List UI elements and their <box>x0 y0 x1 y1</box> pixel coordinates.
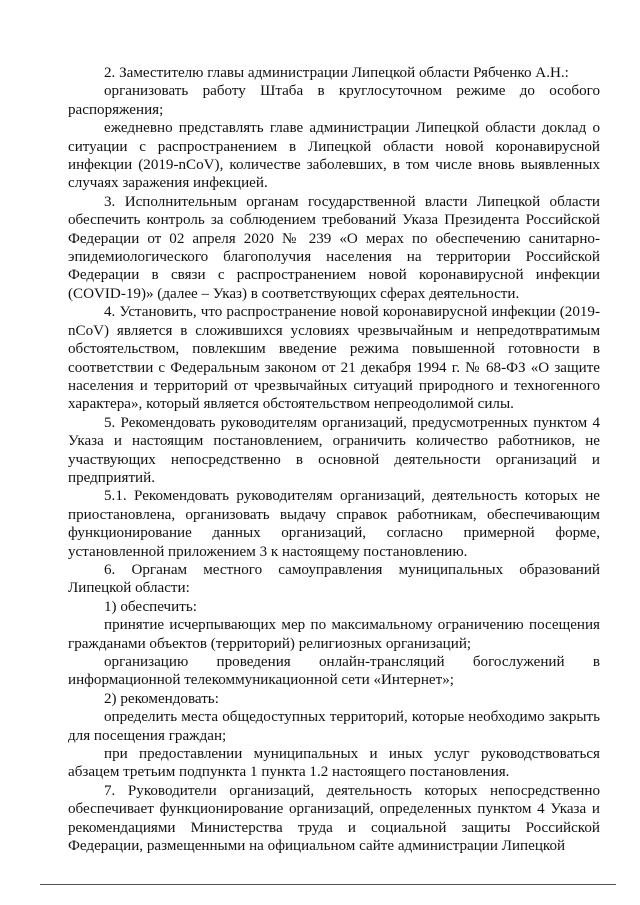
paragraph-subitem-1: 1) обеспечить: <box>104 598 197 615</box>
paragraph-online-broadcasts: организацию проведения онлайн-трансляций богослужений в информационной телекоммуникационной сети «Интернет»; <box>68 654 600 689</box>
paragraph-item-7: 7. Руководители организаций, деятельность которых непосредственно обеспечивает функционирование организаций, определенных пунктом 4 Указа и рекомендациями Министерства труда и социальной защиты Российской Федерации, размещенными на официальном сайте администрации Липецкой <box>68 782 600 855</box>
paragraph-item-4: 4. Установить, что распространение новой коронавирусной инфекции (2019-nCoV) является в сложившихся условиях чрезвычайным и непредотвратимым обстоятельством, повлекшим введение режима повышенной готовности в соответствии с Федеральным законом от 21 декабря 1994 г. № 68-ФЗ «О защите населения и территорий от чрезвычайных ситуаций природного и техногенного характера», который является обстоятельством непреодолимой силы. <box>68 304 600 413</box>
paragraph-item-6: 6. Органам местного самоуправления муниципальных образований Липецкой области: <box>68 561 600 597</box>
paragraph-close-territories: определить места общедоступных территорий, которые необходимо закрыть для посещения граждан; <box>68 709 600 744</box>
paragraph-subitem-2: 2) рекомендовать: <box>104 690 219 707</box>
paragraph-daily-report: ежедневно представлять главе администрации Липецкой области доклад о ситуации с распространением в Липецкой области новой коронавирусной инфекции (2019-nCoV), количестве заболевших, в том числе вновь выявленных случаях заражения инфекцией. <box>68 120 600 192</box>
paragraph-municipal-services: при предоставлении муниципальных и иных услуг руководствоваться абзацем третьим подпункта 1 пункта 1.2 настоящего постановления. <box>68 746 600 781</box>
paragraph-item-3: 3. Исполнительным органам государственной власти Липецкой области обеспечить контроль за соблюдением требований Указа Президента Российской Федерации от 02 апреля 2020 № 239 «О мерах по обеспечению санитарно-эпидемиологического благополучия населения на территории Российской Федерации в связи с распространением новой коронавирусной инфекции (COVID-19)» (далее – Указ) в соответствующих сферах деятельности. <box>68 193 600 302</box>
paragraph-item-2: 2. Заместителю главы администрации Липецкой области Рябченко А.Н.: <box>104 65 569 81</box>
paragraph-item-5: 5. Рекомендовать руководителям организаций, предусмотренных пунктом 4 Указа и настоящим постановлением, ограничить количество работников, не участвующих непосредственно в основной деятельности организаций и предприятий. <box>68 414 600 486</box>
paragraph-restrict-visits: принятие исчерпывающих мер по максимальному ограничению посещения гражданами объектов (территорий) религиозных организаций; <box>68 617 600 652</box>
page-bottom-rule <box>40 884 616 885</box>
paragraph-organize-hq: организовать работу Штаба в круглосуточном режиме до особого распоряжения; <box>68 83 600 118</box>
paragraph-item-5-1: 5.1. Рекомендовать руководителям организаций, деятельность которых не приостановлена, организовать выдачу справок работникам, обеспечивающим функционирование данных организаций, согласно примерной форме, установленной приложением 3 к настоящему постановлению. <box>68 488 600 560</box>
